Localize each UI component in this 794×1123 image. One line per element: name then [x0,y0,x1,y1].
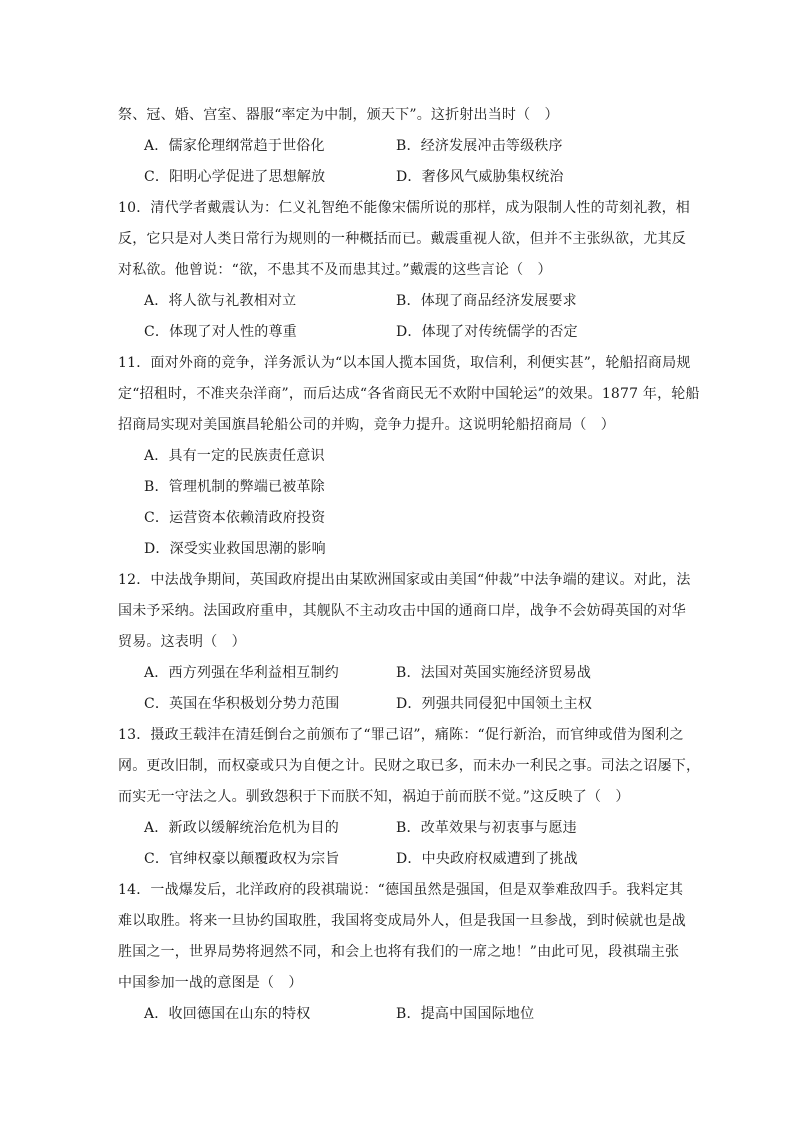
options-row [118,317,678,348]
options-row [118,844,678,875]
option-a: A．收回德国在山东的特权 [144,1006,311,1022]
option-d: D．体现了对传统儒学的否定 [396,324,578,340]
question-13-stem [118,720,701,813]
stem-line: 中国参加一战的意图是（ ） [118,975,303,991]
question-9 [118,100,678,193]
option-b: B．经济发展冲击等级秩序 [396,138,563,154]
question-11 [118,348,700,565]
stem-line: 招商局实现对美国旗昌轮船公司的并购，竞争力提升。这说明轮船招商局（ ） [118,417,615,433]
option-c: C．运营资本依赖清政府投资 [144,510,326,526]
stem-line: 胜国之一，世界局势将迥然不同，和会上也将有我们的一席之地！”由此可见，段祺瑞主张 [118,944,680,960]
stem-line: 而实无一守法之人。驯致怨积于下而朕不知，祸迫于前而朕不觉。”这反映了（ ） [118,789,630,805]
option-c: C．阳明心学促进了思想解放 [144,169,326,185]
stem-line: 10．清代学者戴震认为：仁义礼智绝不能像宋儒所说的那样，成为限制人性的苛刻礼教，相 [118,200,691,216]
option-d: D．深受实业救国思潮的影响 [144,541,326,557]
question-13 [118,720,701,875]
option-b: B．法国对英国实施经济贸易战 [396,665,592,681]
option-b: B．管理机制的弊端已被革除 [144,479,325,495]
option-a: A．具有一定的民族责任意识 [144,448,325,464]
question-14-stem [118,875,686,999]
option-b: B．改革效果与初衷事与愿违 [396,820,577,836]
stem-line: 11．面对外商的竞争，洋务派认为“以本国人揽本国货，取信利，利便实甚”，轮船招商局规 [118,355,691,371]
stem-line: 国未予采纳。法国政府重申，其舰队不主动攻击中国的通商口岸，战争不会妨碍英国的对华 [118,603,686,619]
options-row [118,658,678,689]
options-row [118,286,678,317]
stem-line: 贸易。这表明（ ） [118,634,246,650]
stem-line: 难以取胜。将来一旦协约国取胜，我国将变成局外人，但是我国一旦参战，到时候就也是战 [118,913,686,929]
question-11-stem [118,348,700,441]
question-14 [118,875,686,1030]
option-c: C．官绅权豪以颠覆政权为宗旨 [144,851,340,867]
option-c: C．体现了对人性的尊重 [144,324,297,340]
option-d: D．列强共同侵犯中国领土主权 [396,696,593,712]
option-a: A．新政以缓解统治危机为目的 [144,820,339,836]
options-row [118,813,678,844]
stem-line: 13．摄政王载沣在清廷倒台之前颁布了“罪己诏”，痛陈：“促行新治，而官绅或借为图利之 [118,727,684,743]
option-c: C．英国在华积极划分势力范围 [144,696,340,712]
option-a: A．将人欲与礼教相对立 [144,293,297,309]
stem-line: 对私欲。他曾说：“欲，不患其不及而患其过。”戴震的这些言论（ ） [118,262,552,278]
stem-line: 祭、冠、婚、宫室、器服“率定为中制，颁天下”。这折射出当时（ ） [118,107,559,123]
option-b: B．体现了商品经济发展要求 [396,293,577,309]
stem-line: 定“招租时，不准夹杂洋商”，而后达成“各省商民无不欢附中国轮运”的效果。1877 年，轮船 [118,386,700,402]
options-row [118,999,678,1030]
option-a: A．儒家伦理纲常趋于世俗化 [144,138,325,154]
stem-line: 14．一战爆发后，北洋政府的段祺瑞说：“德国虽然是强国，但是双拳难敌四手。我料定其 [118,882,684,898]
stem-line: 网。更改旧制，而权豪或只为自便之计。民财之取已多，而未办一利民之事。司法之诏屡下， [118,758,701,774]
question-12 [118,565,691,720]
option-b: B．提高中国国际地位 [396,1006,535,1022]
question-9-stem [118,100,678,131]
question-10-stem [118,193,691,286]
option-d: D．中央政府权威遭到了挑战 [396,851,578,867]
options-row [118,131,678,162]
page-content [118,100,701,1030]
options-row [118,162,678,193]
question-12-stem [118,565,691,658]
options-row [118,689,678,720]
stem-line: 反，它只是对人类日常行为规则的一种概括而已。戴震重视人欲，但并不主张纵欲，尤其反 [118,231,686,247]
option-a: A．西方列强在华利益相互制约 [144,665,339,681]
option-d: D．奢侈风气威胁集权统治 [396,169,564,185]
stem-line: 12．中法战争期间，英国政府提出由某欧洲国家或由美国“仲裁”中法争端的建议。对此，法 [118,572,691,588]
question-10 [118,193,691,348]
